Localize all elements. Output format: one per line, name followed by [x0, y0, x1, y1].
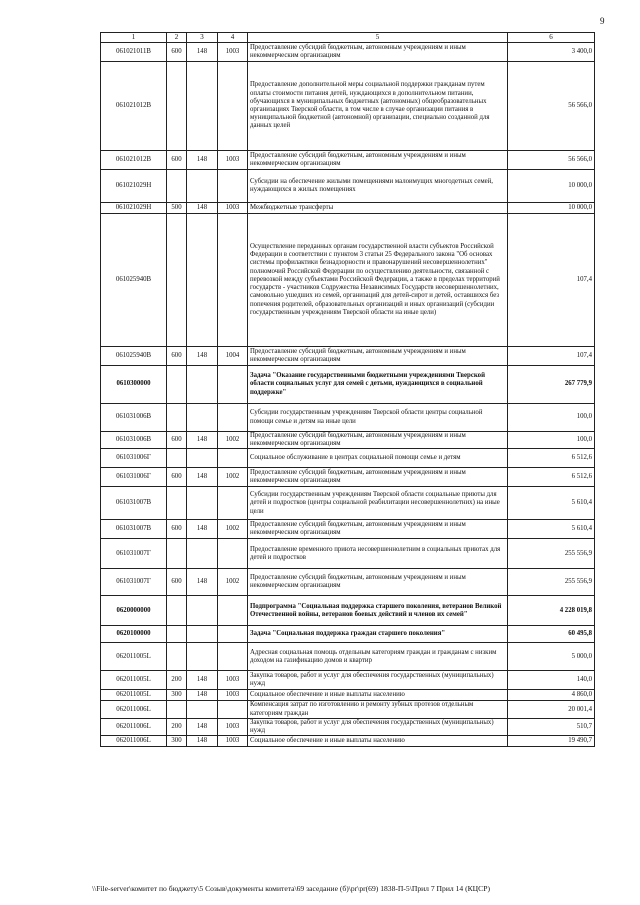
row-col2 — [167, 626, 187, 643]
table-row — [101, 62, 595, 151]
row-col2: 200 — [167, 718, 187, 735]
row-col3 — [187, 487, 218, 520]
table-row — [101, 43, 595, 62]
row-col4 — [218, 62, 248, 151]
row-col2: 600 — [167, 151, 187, 170]
page-number: 9 — [600, 16, 605, 26]
row-col2: 600 — [167, 569, 187, 596]
row-code: 061031006В — [101, 432, 167, 449]
row-code: 061031007Г — [101, 539, 167, 569]
row-amount: 60 495,8 — [508, 626, 595, 643]
row-col4: 1002 — [218, 432, 248, 449]
row-col2 — [167, 449, 187, 468]
row-amount: 4 228 019,8 — [508, 596, 595, 626]
table-row — [101, 736, 595, 747]
row-col3 — [187, 62, 218, 151]
table-header-row — [101, 33, 595, 43]
table-row — [101, 626, 595, 643]
row-col3 — [187, 626, 218, 643]
row-col2 — [167, 596, 187, 626]
row-col4: 1003 — [218, 736, 248, 747]
row-col4: 1003 — [218, 43, 248, 62]
row-amount: 56 566,0 — [508, 62, 595, 151]
row-amount: 6 512,6 — [508, 449, 595, 468]
column-header: 3 — [187, 33, 218, 43]
row-description: Предоставление субсидий бюджетным, автономным учреждениям и иным некоммерческим организациям — [248, 468, 508, 487]
table-row — [101, 701, 595, 718]
row-col4 — [218, 539, 248, 569]
file-path-footer: \\File-server\комитет по бюджету\5 Созыв\документы комитета\69 заседание (б)\pr\pr(69) 1838-П-5\Прил 7 Прил 14 (КЦСР) — [92, 884, 490, 893]
row-amount: 56 566,0 — [508, 151, 595, 170]
table-row — [101, 432, 595, 449]
table-row — [101, 569, 595, 596]
table-row — [101, 671, 595, 690]
row-col4 — [218, 214, 248, 347]
row-col4 — [218, 404, 248, 432]
row-amount: 255 556,9 — [508, 569, 595, 596]
table-row — [101, 366, 595, 404]
row-col2 — [167, 366, 187, 404]
row-description: Предоставление субсидий бюджетным, автономным учреждениям и иным некоммерческим организациям — [248, 520, 508, 539]
row-col2: 600 — [167, 432, 187, 449]
row-amount: 19 490,7 — [508, 736, 595, 747]
row-code: 062011006L — [101, 736, 167, 747]
row-amount: 4 860,0 — [508, 690, 595, 701]
row-code: 061021029Н — [101, 203, 167, 214]
row-code: 062011006L — [101, 701, 167, 718]
column-header: 5 — [248, 33, 508, 43]
row-code: 062011006L — [101, 718, 167, 735]
row-code: 062011005L — [101, 671, 167, 690]
column-header: 6 — [508, 33, 595, 43]
row-description: Закупка товаров, работ и услуг для обеспечения государственных (муниципальных) нужд — [248, 718, 508, 735]
table-row — [101, 596, 595, 626]
table-row — [101, 347, 595, 366]
row-code: 061021011В — [101, 43, 167, 62]
row-col3 — [187, 449, 218, 468]
row-col2: 600 — [167, 520, 187, 539]
row-code: 0620000000 — [101, 596, 167, 626]
row-col2: 600 — [167, 43, 187, 62]
row-description: Задача "Социальная поддержка граждан старшего поколения" — [248, 626, 508, 643]
row-description: Предоставление временного приюта несовершеннолетним в социальных приютах для детей и подростков — [248, 539, 508, 569]
table-row — [101, 690, 595, 701]
row-col2 — [167, 701, 187, 718]
row-code: 0620100000 — [101, 626, 167, 643]
row-col3 — [187, 539, 218, 569]
table-row — [101, 449, 595, 468]
row-col3: 148 — [187, 569, 218, 596]
row-description: Предоставление субсидий бюджетным, автономным учреждениям и иным некоммерческим организациям — [248, 43, 508, 62]
row-amount: 10 000,0 — [508, 170, 595, 203]
row-code: 061031006В — [101, 404, 167, 432]
row-description: Социальное обеспечение и иные выплаты населению — [248, 690, 508, 701]
row-col2: 300 — [167, 736, 187, 747]
row-amount: 107,4 — [508, 347, 595, 366]
row-code: 061021029Н — [101, 170, 167, 203]
row-col4 — [218, 366, 248, 404]
row-code: 061031007В — [101, 520, 167, 539]
row-col4: 1003 — [218, 690, 248, 701]
table-row — [101, 214, 595, 347]
row-description: Предоставление субсидий бюджетным, автономным учреждениям и иным некоммерческим организациям — [248, 151, 508, 170]
row-amount: 5 610,4 — [508, 520, 595, 539]
row-col3: 148 — [187, 520, 218, 539]
row-description: Предоставление субсидий бюджетным, автономным учреждениям и иным некоммерческим организациям — [248, 347, 508, 366]
row-col4 — [218, 596, 248, 626]
row-code: 061021012В — [101, 151, 167, 170]
row-description: Межбюджетные трансферты — [248, 203, 508, 214]
row-code: 062011005L — [101, 690, 167, 701]
row-amount: 267 779,9 — [508, 366, 595, 404]
row-col4: 1003 — [218, 718, 248, 735]
table-row — [101, 151, 595, 170]
row-amount: 5 000,0 — [508, 643, 595, 671]
row-description: Адресная социальная помощь отдельным категориям граждан и гражданам с низким доходом на газификацию домов и квартир — [248, 643, 508, 671]
row-col4: 1003 — [218, 671, 248, 690]
row-col2 — [167, 539, 187, 569]
row-amount: 100,0 — [508, 404, 595, 432]
row-col2: 600 — [167, 468, 187, 487]
row-amount: 255 556,9 — [508, 539, 595, 569]
row-description: Социальное обслуживание в центрах социальной помощи семье и детям — [248, 449, 508, 468]
row-col3: 148 — [187, 151, 218, 170]
row-description: Предоставление субсидий бюджетным, автономным учреждениям и иным некоммерческим организациям — [248, 432, 508, 449]
row-col3 — [187, 701, 218, 718]
row-code: 061031007В — [101, 487, 167, 520]
row-description: Субсидии на обеспечение жилыми помещениями малоимущих многодетных семей, нуждающихся в жилых помещениях — [248, 170, 508, 203]
row-col2: 200 — [167, 671, 187, 690]
row-col4 — [218, 643, 248, 671]
row-code: 061031007Г — [101, 569, 167, 596]
row-amount: 510,7 — [508, 718, 595, 735]
table-row — [101, 404, 595, 432]
row-code: 061025940В — [101, 214, 167, 347]
row-code: 061031006Г — [101, 468, 167, 487]
row-code: 061025940В — [101, 347, 167, 366]
row-col2 — [167, 404, 187, 432]
row-col3: 148 — [187, 432, 218, 449]
table-row — [101, 718, 595, 735]
row-amount: 10 000,0 — [508, 203, 595, 214]
row-col4 — [218, 487, 248, 520]
row-amount: 3 400,0 — [508, 43, 595, 62]
row-col4: 1004 — [218, 347, 248, 366]
row-col3 — [187, 214, 218, 347]
row-col3: 148 — [187, 690, 218, 701]
row-col3 — [187, 404, 218, 432]
row-description: Субсидии государственным учреждениям Тверской области социальные приюты для детей и подростков (центры социальной реабилитации несовершеннолетних) на иные цели — [248, 487, 508, 520]
row-amount: 107,4 — [508, 214, 595, 347]
row-amount: 100,0 — [508, 432, 595, 449]
column-header: 1 — [101, 33, 167, 43]
row-code: 061021012В — [101, 62, 167, 151]
row-col4: 1003 — [218, 203, 248, 214]
row-amount: 20 001,4 — [508, 701, 595, 718]
row-col4 — [218, 170, 248, 203]
row-col4 — [218, 701, 248, 718]
row-description: Предоставление дополнительной меры социальной поддержки гражданам путем оплаты стоимости питания детей, нуждающихся в дополнительном питании, обучающихся в муниципальных бюджетных (автономных) общеобразовательных организациях Тверской области, в том числе в случае организации питания в муниципальной бюджетной (автономной) организации, специально созданной для данных целей — [248, 62, 508, 151]
row-description: Осуществление переданных органам государственной власти субъектов Российской Федерации в соответствии с пунктом 3 статьи 25 Федерального закона "Об основах системы профилактики безнадзорности и правонарушений несовершеннолетних" полномочий Российской Федерации по осуществлению деятельности, связанной с перевозкой между субъектами Российской Федерации, а также в пределах территорий государств - участников Содружества Независимых Государств несовершеннолетних, самовольно ушедших из семей, организаций для детей-сирот и детей, оставшихся без попечения родителей, образовательных организаций и иных организаций (субсидии государственным учреждениям Тверской области на иные цели) — [248, 214, 508, 347]
column-header: 4 — [218, 33, 248, 43]
row-col4 — [218, 626, 248, 643]
row-col3: 148 — [187, 43, 218, 62]
row-col3 — [187, 366, 218, 404]
row-col4: 1003 — [218, 151, 248, 170]
table-row — [101, 487, 595, 520]
row-code: 0610300000 — [101, 366, 167, 404]
row-col4: 1002 — [218, 468, 248, 487]
budget-table — [100, 32, 595, 747]
row-col4: 1002 — [218, 520, 248, 539]
table-row — [101, 203, 595, 214]
row-description: Предоставление субсидий бюджетным, автономным учреждениям и иным некоммерческим организациям — [248, 569, 508, 596]
row-description: Субсидии государственным учреждениям Тверской области центры социальной помощи семье и детям на иные цели — [248, 404, 508, 432]
row-col2 — [167, 214, 187, 347]
table-row — [101, 170, 595, 203]
row-col3: 148 — [187, 671, 218, 690]
row-description: Социальное обеспечение и иные выплаты населению — [248, 736, 508, 747]
row-col3: 148 — [187, 203, 218, 214]
row-code: 061031006Г — [101, 449, 167, 468]
row-col3: 148 — [187, 347, 218, 366]
row-col3: 148 — [187, 736, 218, 747]
table-row — [101, 520, 595, 539]
row-col3 — [187, 596, 218, 626]
row-amount: 140,0 — [508, 671, 595, 690]
row-col2: 600 — [167, 347, 187, 366]
table-row — [101, 643, 595, 671]
row-description: Задача "Оказание государственными бюджетными учреждениями Тверской области социальных услуг для семей с детьми, нуждающихся в социальной поддержке" — [248, 366, 508, 404]
row-amount: 6 512,6 — [508, 468, 595, 487]
row-description: Закупка товаров, работ и услуг для обеспечения государственных (муниципальных) нужд — [248, 671, 508, 690]
row-code: 062011005L — [101, 643, 167, 671]
row-col3: 148 — [187, 468, 218, 487]
row-col2: 500 — [167, 203, 187, 214]
table-row — [101, 539, 595, 569]
row-col3 — [187, 643, 218, 671]
table-row — [101, 468, 595, 487]
row-col3 — [187, 170, 218, 203]
row-col2 — [167, 487, 187, 520]
row-description: Компенсация затрат по изготовлению и ремонту зубных протезов отдельным категориям граждан — [248, 701, 508, 718]
row-description: Подпрограмма "Социальная поддержка старшего поколения, ветеранов Великой Отечественной войны, ветеранов боевых действий и членов их семей" — [248, 596, 508, 626]
column-header: 2 — [167, 33, 187, 43]
row-amount: 5 610,4 — [508, 487, 595, 520]
row-col4: 1002 — [218, 569, 248, 596]
row-col3: 148 — [187, 718, 218, 735]
row-col4 — [218, 449, 248, 468]
row-col2 — [167, 170, 187, 203]
row-col2: 300 — [167, 690, 187, 701]
row-col2 — [167, 643, 187, 671]
row-col2 — [167, 62, 187, 151]
